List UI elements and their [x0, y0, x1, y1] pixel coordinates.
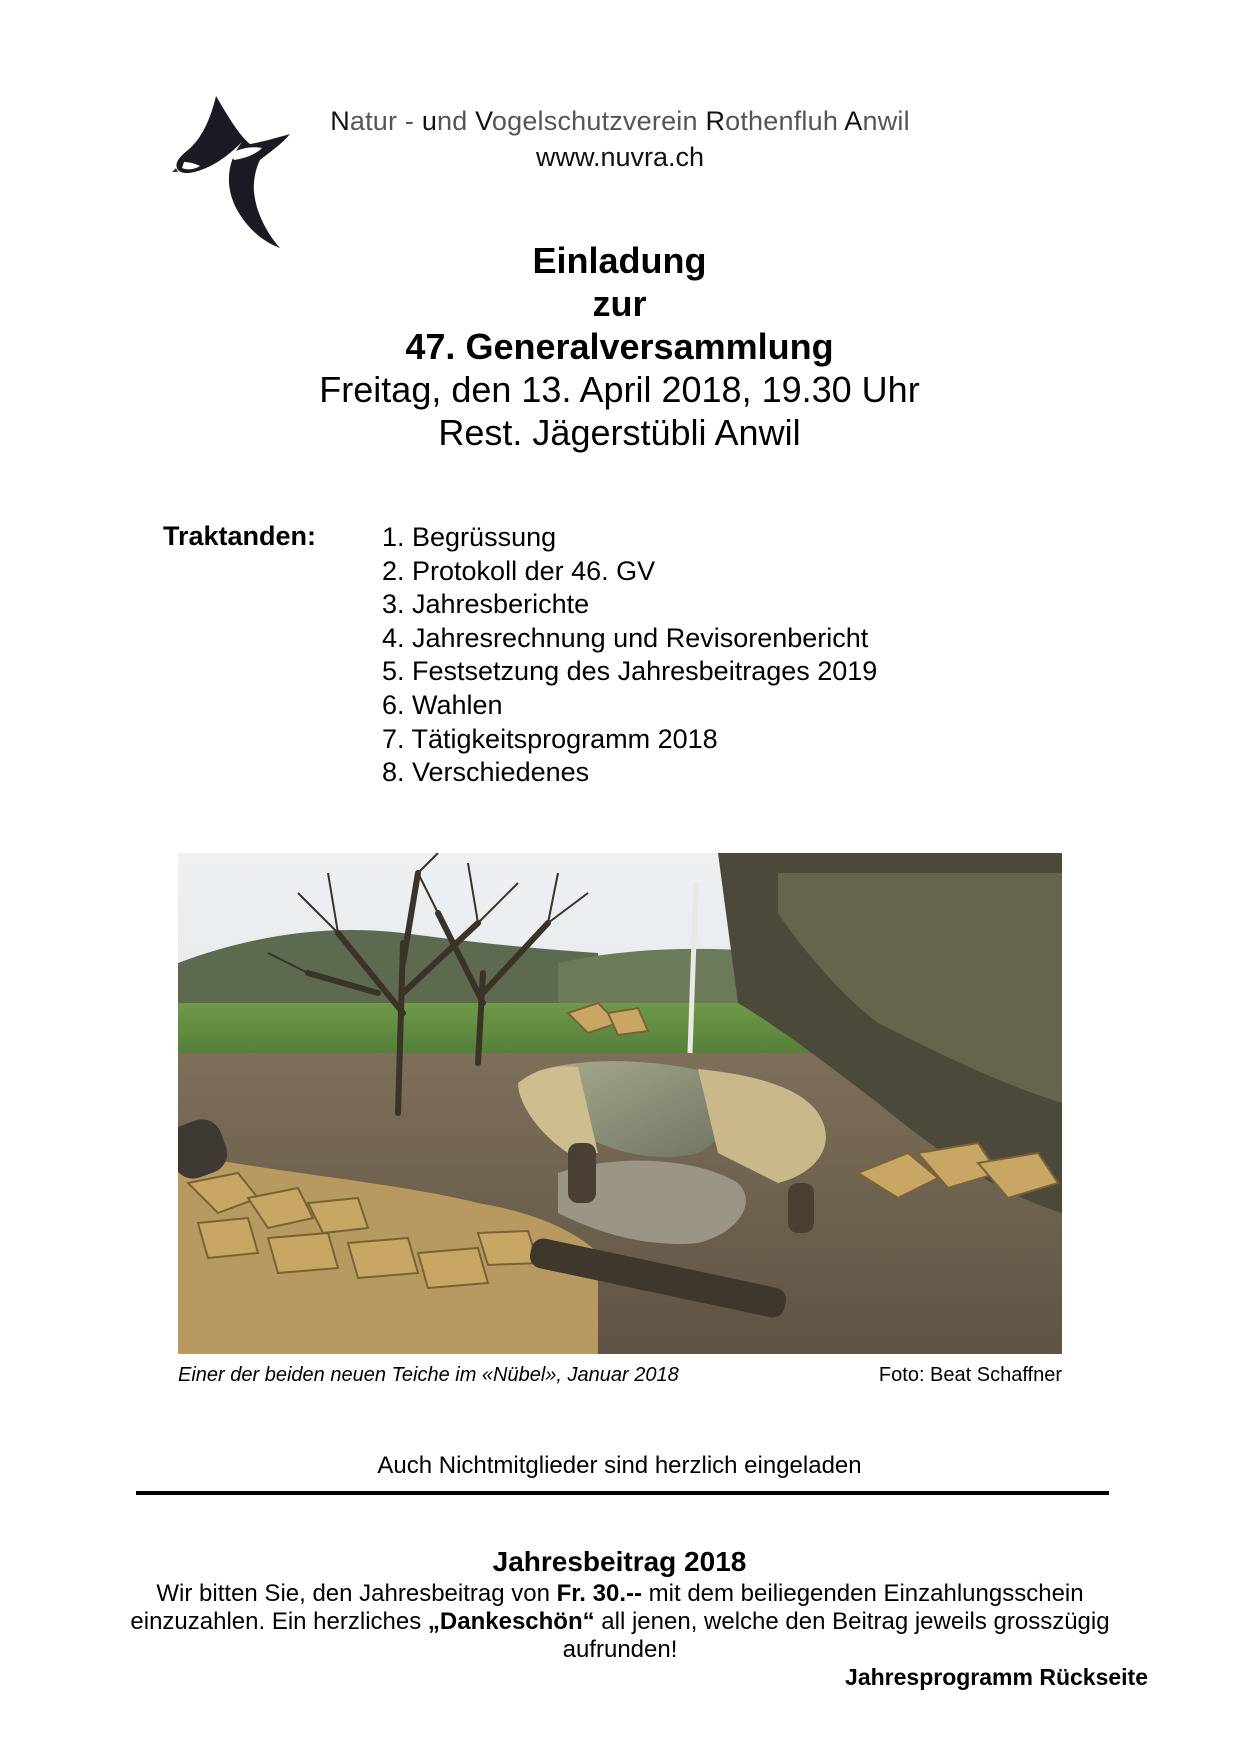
website-link[interactable]: www.nuvra.ch: [535, 142, 705, 172]
fee-title: Jahresbeitrag 2018: [492, 1546, 747, 1577]
event-date: Freitag, den 13. April 2018, 19.30 Uhr: [319, 369, 920, 410]
invite-note: Auch Nichtmitglieder sind herzlich eingeladen: [377, 1452, 862, 1479]
fee-thanks: „Dankeschön“: [427, 1608, 595, 1635]
agenda-item: 3. Jahresberichte: [382, 589, 590, 620]
agenda-list: [382, 521, 877, 790]
org-name-initial: V: [475, 106, 492, 136]
org-name-part: othenfluh: [725, 106, 845, 136]
back-page-note: Jahresprogramm Rückseite: [845, 1664, 1148, 1690]
agenda-item: 1. Begrüssung: [382, 522, 557, 552]
fee-amount: Fr. 30.--: [556, 1580, 642, 1607]
agenda-item: 2. Protokoll der 46. GV: [382, 555, 656, 586]
event-location: Rest. Jägerstübli Anwil: [438, 412, 801, 453]
photo-caption: Einer der beiden neuen Teiche im «Nübel», Januar 2018: [178, 1364, 679, 1386]
agenda-item: 5. Festsetzung des Jahresbeitrages 2019: [382, 656, 878, 687]
fee-text-part: Wir bitten Sie, den Jahresbeitrag von: [156, 1580, 557, 1607]
agenda-item: 6. Wahlen: [382, 689, 503, 720]
title-line-3: 47. Generalversammlung: [405, 326, 834, 367]
agenda-item: 7. Tätigkeitsprogramm 2018: [382, 723, 718, 754]
agenda-label: Traktanden:: [163, 521, 317, 551]
fee-text-part: all jenen, welche den Beitrag jeweils grosszügig aufrunden!: [562, 1608, 1110, 1663]
title-line-1: Einladung: [532, 240, 707, 281]
org-name-part: ogelschutzverein: [491, 106, 706, 136]
fee-text-part: mit dem beiliegenden Einzahlungsschein einzuzahlen. Ein herzliches: [130, 1580, 1084, 1635]
org-name-initial: u: [421, 106, 438, 136]
org-name-part: nwil: [862, 106, 910, 136]
agenda-item: 4. Jahresrechnung und Revisorenbericht: [382, 622, 869, 653]
photo-credit: Foto: Beat Schaffner: [878, 1364, 1062, 1386]
org-name-initial: R: [705, 106, 726, 136]
divider: [136, 1491, 1109, 1495]
org-name-part: atur -: [349, 106, 422, 136]
org-name-part: nd: [437, 106, 476, 136]
pond-photo: [178, 853, 1062, 1354]
organization-name: [250, 106, 990, 137]
fee-text: [100, 1580, 1140, 1664]
agenda-item: 8. Verschiedenes: [382, 757, 590, 788]
org-name-initial: N: [330, 106, 350, 136]
title-line-2: zur: [592, 283, 647, 324]
org-name-initial: A: [844, 106, 863, 136]
